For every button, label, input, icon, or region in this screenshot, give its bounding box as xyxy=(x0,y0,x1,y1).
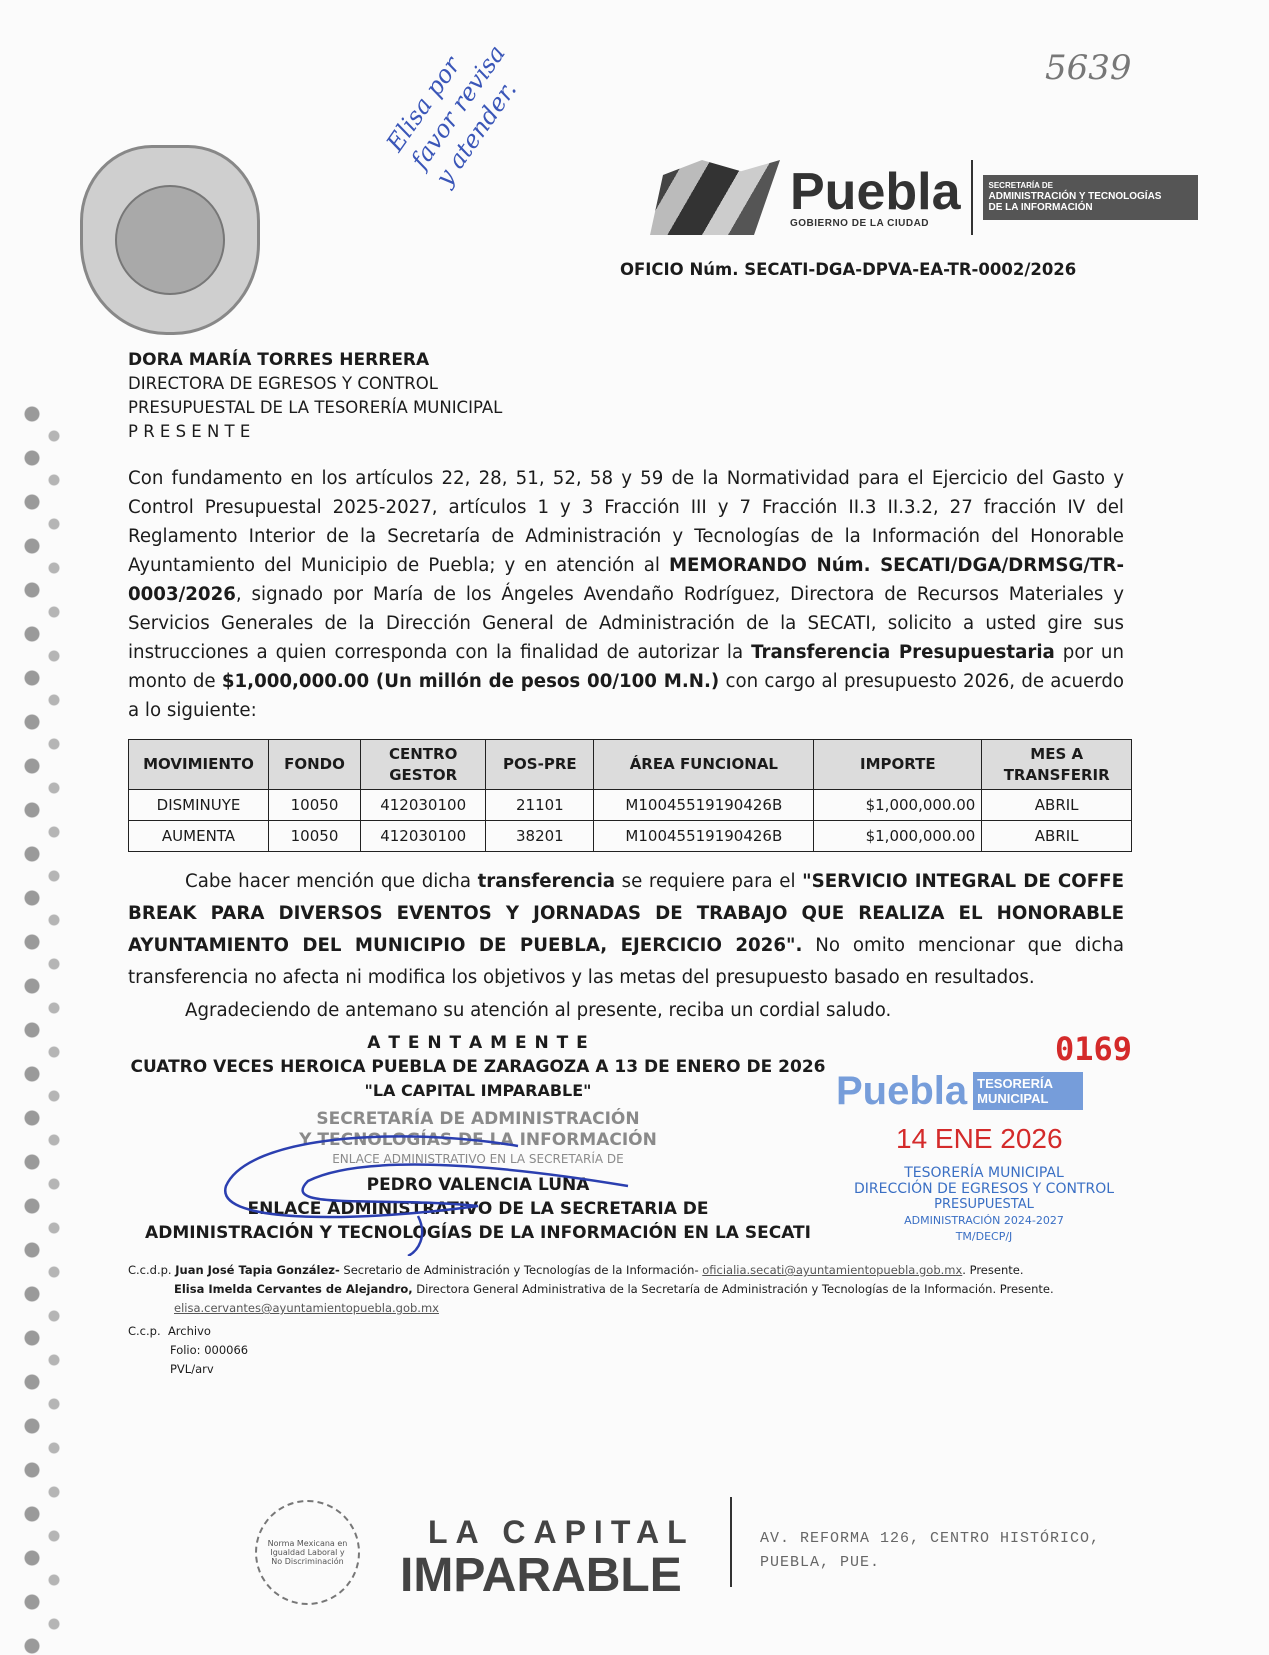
signer-role: ENLACE ADMINISTRATIVO DE LA SECRETARIA DE xyxy=(247,1199,709,1219)
place-date: CUATRO VECES HEROICA PUEBLA DE ZARAGOZA A 13 DE ENERO DE 2026 xyxy=(130,1057,826,1077)
signature-section xyxy=(128,1031,1132,1245)
body-paragraph-1: Con fundamento en los artículos 22, 28, 51, 52, 58 y 59 de la Normatividad para el Ejercicio del Gasto y Control Presupuestal 2025-2027, artículos 1 y 3 Fracción III y 7 Fracción II.3 II.3.2, 27 fracción IV del Reglamento Interior de la Secretaría de Administración y Tecnologías de la Información del Honorable Ayuntamiento del Municipio de Puebla; y en atención al MEMORANDO Núm. SECATI/DGA/DRMSG/TR-0003/2026, signado por María de los Ángeles Avendaño Rodríguez, Directora de Recursos Materiales y Servicios Generales de la Dirección General de Administración de la SECATI, solicito a usted gire sus instrucciones a quien corresponda con la finalidad de autorizar la Transferencia Presupuestaria por un monto de $1,000,000.00 (Un millón de pesos 00/100 M.N.) con cargo al presupuesto 2026, de acuerdo a lo siguiente: xyxy=(128,468,1124,721)
signer-role: ADMINISTRACIÓN Y TECNOLOGÍAS DE LA INFORMACIÓN EN LA SECATI xyxy=(145,1223,811,1243)
logo-sub: GOBIERNO DE LA CIUDAD xyxy=(790,218,930,229)
transfer-table xyxy=(128,739,1132,852)
body-paragraph-2: Cabe hacer mención que dicha transferencia se requiere para el "SERVICIO INTEGRAL DE COFFE BREAK PARA DIVERSOS EVENTOS Y JORNADAS DE TRABAJO QUE REALIZA EL HONORABLE AYUNTAMIENTO DEL MUNICIPIO DE PUEBLA, EJERCICIO 2026". No omito mencionar que dicha transferencia no afecta ni modifica los objetivos y las metas del presupuesto basado en resultados. xyxy=(128,871,1125,988)
signer-name: PEDRO VALENCIA LUNA xyxy=(366,1175,590,1195)
city-coat-of-arms xyxy=(80,145,260,335)
puebla-emblem-icon xyxy=(650,160,780,235)
email-link[interactable]: elisa.cervantes@ayuntamientopuebla.gob.mx xyxy=(174,1301,439,1315)
col-header: FONDO xyxy=(269,740,361,790)
recipient-title: DIRECTORA DE EGRESOS Y CONTROL xyxy=(128,374,438,393)
col-header: ÁREA FUNCIONAL xyxy=(594,740,814,790)
oficio-number: OFICIO Núm. SECATI-DGA-DPVA-EA-TR-0002/2026 xyxy=(620,260,1077,279)
table-row: DISMINUYE 10050 412030100 21101 M10045519190426B $1,000,000.00 ABRIL xyxy=(129,790,1132,821)
col-header: IMPORTE xyxy=(814,740,982,790)
recipient-name: DORA MARÍA TORRES HERRERA xyxy=(128,350,430,370)
signature-block xyxy=(128,1031,828,1245)
atentamente: A T E N T A M E N T E xyxy=(367,1033,589,1053)
recipient-title: PRESUPUESTAL DE LA TESORERÍA MUNICIPAL xyxy=(128,398,503,417)
stamps-column xyxy=(828,1031,1132,1245)
handwritten-folio: 5639 xyxy=(1045,48,1132,88)
puebla-logo xyxy=(650,160,1198,235)
handwritten-note: Elisa por favor revisa y atender. xyxy=(380,39,523,192)
col-header: MOVIMIENTO xyxy=(129,740,269,790)
footer-address: AV. REFORMA 126, CENTRO HISTÓRICO, PUEBLA, PUE. xyxy=(760,1530,1101,1571)
motto: "LA CAPITAL IMPARABLE" xyxy=(364,1081,592,1100)
tesoreria-stamp: TESORERÍA MUNICIPAL DIRECCIÓN DE EGRESOS Y CONTROL PRESUPUESTAL ADMINISTRACIÓN 2024-2027 TM/DECP/J xyxy=(853,1165,1115,1243)
logo-word: Puebla xyxy=(790,163,961,221)
capital-imparable-logo: LA CAPITAL IMPARABLE xyxy=(400,1514,695,1602)
secretaria-stamp: SECRETARÍA DE ADMINISTRACIÓN Y TECNOLOGÍAS DE LA INFORMACIÓN ENLACE ADMINISTRATIVO EN LA SECRETARÍA DE xyxy=(299,1109,657,1166)
copies-section: C.c.d.p. Juan José Tapia González- Secretario de Administración y Tecnologías de la Información- oficialia.secati@ayuntamientopuebla.gob.mx. Presente. Elisa Imelda Cervantes de Alejandro, Directora General Administrativa de la Secretaría de Administración y Tecnologías de la Información. Presente. elisa.cervantes@ayuntamientopuebla.gob.mx C.c.p. Archivo Folio: 000066 PVL/arv xyxy=(128,1263,1054,1376)
email-link[interactable]: oficialia.secati@ayuntamientopuebla.gob.mx xyxy=(702,1263,963,1277)
decorative-border xyxy=(18,400,64,1655)
secretaria-box: SECRETARÍA DE ADMINISTRACIÓN Y TECNOLOGÍAS DE LA INFORMACIÓN xyxy=(983,175,1198,219)
closing-paragraph: Agradeciendo de antemano su atención al presente, reciba un cordial saludo. xyxy=(185,1000,892,1021)
col-header: CENTRO GESTOR xyxy=(361,740,486,790)
presente: P R E S E N T E xyxy=(128,422,251,441)
footer-divider xyxy=(730,1497,732,1587)
table-row: AUMENTA 10050 412030100 38201 M10045519190426B $1,000,000.00 ABRIL xyxy=(129,821,1132,852)
col-header: MES A TRANSFERIR xyxy=(982,740,1132,790)
recipient xyxy=(128,348,502,444)
received-date-stamp: 14 ENE 2026 xyxy=(896,1123,1063,1154)
tesoreria-logo-stamp: Puebla TESORERÍA MUNICIPAL xyxy=(836,1069,1132,1113)
equality-badge: Norma Mexicana en Igualdad Laboral y No Discriminación xyxy=(255,1500,360,1605)
letter-body xyxy=(128,464,1132,1379)
control-number-stamp: 0169 xyxy=(1054,1030,1132,1068)
col-header: POS-PRE xyxy=(486,740,594,790)
